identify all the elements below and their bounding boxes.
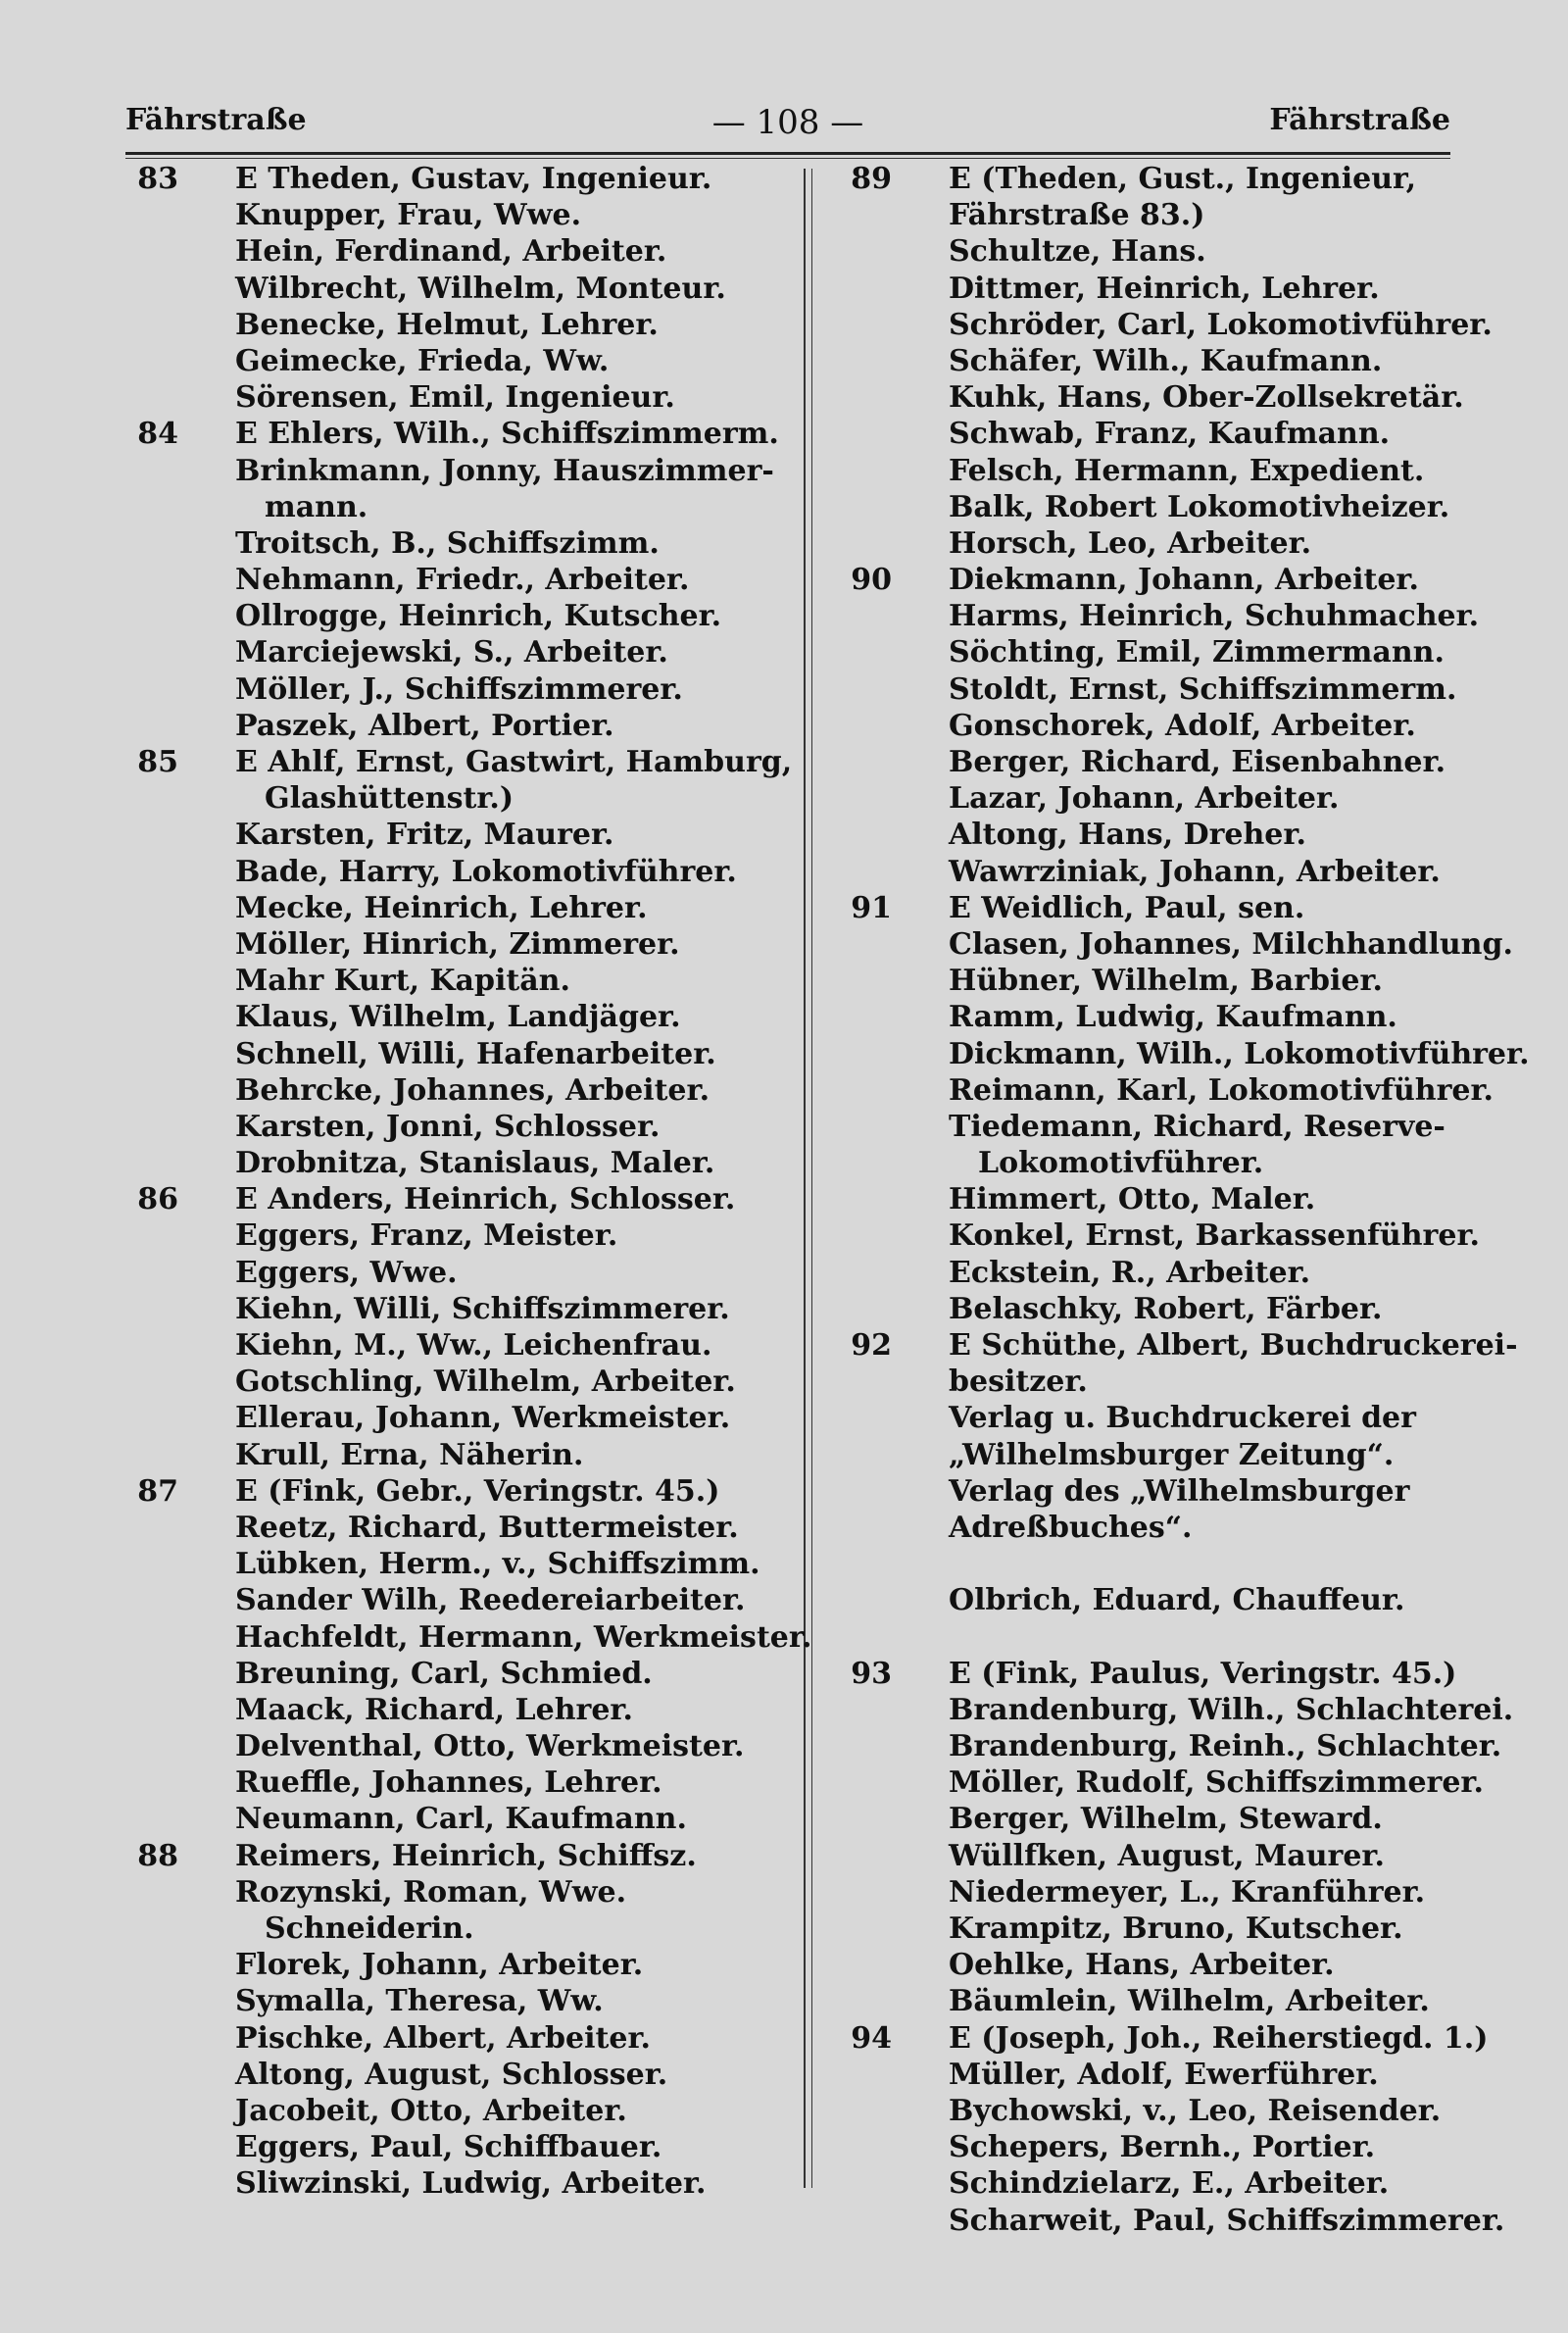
entry-text: Dittmer, Heinrich, Lehrer. [949, 271, 1380, 306]
entry-text: Hübner, Wilhelm, Barbier. [949, 964, 1383, 999]
entry-text: Fährstraße 83.) [949, 198, 1205, 233]
entry-text: Schultze, Hans. [949, 234, 1206, 270]
entry-text: Jacobeit, Otto, Arbeiter. [235, 2093, 627, 2128]
right-column [821, 161, 1530, 2239]
entry-text: Verlag des „Wilhelmsburger [949, 1473, 1410, 1509]
house-number: 91 [851, 890, 892, 925]
directory-entry [108, 1911, 784, 1947]
directory-entry [108, 999, 784, 1035]
directory-entry [821, 1291, 1458, 1327]
directory-entry [108, 1838, 784, 1874]
entry-text: Lokomotivführer. [978, 1146, 1264, 1181]
entry-text: Krampitz, Bruno, Kutscher. [949, 1911, 1403, 1946]
directory-entry [821, 1109, 1458, 1145]
directory-entry [108, 1181, 784, 1217]
directory-entry [821, 161, 1458, 197]
directory-entry [108, 926, 784, 963]
directory-entry [108, 271, 784, 307]
directory-entry [821, 197, 1458, 233]
entry-text: Symalla, Theresa, Ww. [235, 1984, 604, 2019]
entry-text: Dickmann, Wilh., Lokomotivführer. [949, 1036, 1530, 1071]
entry-text: Bade, Harry, Lokomotivführer. [235, 854, 737, 889]
house-number: 87 [137, 1473, 178, 1509]
directory-entry [108, 780, 784, 817]
house-number: 93 [851, 1656, 892, 1691]
entry-text: Pischke, Albert, Arbeiter. [235, 2020, 651, 2056]
directory-entry [821, 671, 1458, 708]
house-number: 86 [137, 1182, 178, 1217]
directory-entry [108, 2165, 784, 2202]
entry-text: Behrcke, Johannes, Arbeiter. [235, 1072, 710, 1108]
entry-text: Klaus, Wilhelm, Landjäger. [235, 1000, 681, 1035]
directory-entry [821, 963, 1458, 999]
entry-text: Troitsch, B., Schiffszimm. [235, 525, 660, 561]
directory-entry [108, 1036, 784, 1072]
directory-entry [108, 525, 784, 562]
house-number: 94 [851, 2020, 892, 2056]
directory-entry [108, 1619, 812, 1656]
entry-text: Olbrich, Eduard, Chauffeur. [949, 1583, 1405, 1618]
entry-text: Sander Wilh, Reedereiarbeiter. [235, 1583, 746, 1618]
entry-text: Knupper, Frau, Wwe. [235, 198, 582, 233]
directory-entry [108, 1764, 784, 1801]
entry-text: Lazar, Johann, Arbeiter. [949, 781, 1340, 817]
house-number: 83 [137, 162, 178, 196]
directory-entry [108, 233, 784, 270]
entry-text: Clasen, Johannes, Milchhandlung. [949, 926, 1513, 962]
entry-text: besitzer. [949, 1365, 1088, 1400]
directory-entry [821, 1473, 1458, 1510]
house-number: 85 [137, 745, 178, 779]
entry-text: Brandenburg, Reinh., Schlachter. [949, 1729, 1502, 1764]
entry-text: Krull, Erna, Näherin. [235, 1437, 584, 1472]
directory-entry [108, 2057, 784, 2093]
entry-text: E (Theden, Gust., Ingenieur, [949, 162, 1417, 196]
directory-entry [108, 2020, 784, 2057]
directory-entry [108, 1145, 784, 1181]
directory-entry [821, 2020, 1489, 2057]
directory-entry [108, 744, 793, 780]
entry-text: Möller, Hinrich, Zimmerer. [235, 926, 680, 962]
entry-text: Himmert, Otto, Maler. [949, 1182, 1316, 1217]
entry-text: Sörensen, Emil, Ingenieur. [235, 380, 675, 416]
directory-entry [821, 780, 1458, 817]
directory-entry [108, 963, 784, 999]
entry-text: Diekmann, Johann, Arbeiter. [949, 563, 1419, 598]
entry-text: E (Fink, Gebr., Veringstr. 45.) [235, 1473, 720, 1509]
entry-text: Reimers, Heinrich, Schiffsz. [235, 1838, 697, 1873]
directory-entry [108, 1983, 784, 2019]
entry-text: E Ehlers, Wilh., Schiffszimmerm. [235, 417, 779, 452]
directory-entry [821, 2129, 1458, 2165]
entry-text: Berger, Wilhelm, Steward. [949, 1802, 1383, 1837]
directory-entry [821, 1656, 1458, 1692]
entry-text: Altong, Hans, Dreher. [949, 818, 1306, 853]
entry-text: Hachfeldt, Hermann, Werkmeister. [235, 1619, 812, 1655]
header-rule-thin [125, 158, 1450, 159]
directory-entry [821, 2203, 1505, 2239]
header-rule [125, 152, 1450, 155]
entry-text: Balk, Robert Lokomotivheizer. [949, 489, 1450, 524]
entry-text: Eggers, Paul, Schiffbauer. [235, 2130, 662, 2165]
directory-entry [108, 854, 784, 890]
house-number: 92 [851, 1328, 892, 1363]
entry-text: Schäfer, Wilh., Kaufmann. [949, 343, 1383, 378]
directory-entry [821, 1582, 1458, 1618]
entry-text: Mecke, Heinrich, Lehrer. [235, 890, 648, 925]
directory-entry [108, 1400, 784, 1436]
entry-text: Schwab, Franz, Kaufmann. [949, 417, 1391, 452]
directory-entry [821, 233, 1458, 270]
directory-entry [821, 2165, 1458, 2202]
directory-entry [108, 343, 784, 379]
entry-text: Gotschling, Wilhelm, Arbeiter. [235, 1365, 736, 1400]
entry-text: Kiehn, M., Ww., Leichenfrau. [235, 1328, 712, 1363]
entry-text: Kuhk, Hans, Ober-Zollsekretär. [949, 380, 1464, 416]
entry-text: Glashüttenstr.) [265, 781, 514, 817]
directory-entry [821, 1327, 1518, 1364]
entry-text: Benecke, Helmut, Lehrer. [235, 307, 659, 342]
entry-text: Ramm, Ludwig, Kaufmann. [949, 1000, 1397, 1035]
house-number: 89 [851, 162, 892, 196]
directory-entry [108, 671, 784, 708]
directory-entry [821, 1255, 1458, 1291]
directory-entry [108, 1255, 784, 1291]
entry-text: E Anders, Heinrich, Schlosser. [235, 1182, 736, 1217]
directory-entry [821, 1947, 1458, 1983]
entry-text: Schindzielarz, E., Arbeiter. [949, 2166, 1390, 2202]
entry-text: Rozynski, Roman, Wwe. [235, 1874, 627, 1910]
directory-entry [821, 1072, 1494, 1109]
directory-entry [108, 416, 784, 452]
directory-entry [821, 271, 1458, 307]
directory-entry [821, 416, 1458, 452]
directory-entry [108, 1692, 784, 1728]
house-number: 90 [851, 563, 892, 598]
page-number: — 108 — [711, 103, 864, 142]
directory-entry [821, 1400, 1458, 1436]
entry-text: Eggers, Wwe. [235, 1255, 458, 1290]
column-divider [804, 169, 806, 2188]
entry-text: E Theden, Gustav, Ingenieur. [235, 162, 712, 196]
entry-text: Möller, J., Schiffszimmerer. [235, 671, 683, 707]
entry-text: Paszek, Albert, Portier. [235, 708, 614, 743]
directory-entry [108, 2093, 784, 2129]
entry-text: Neumann, Carl, Kaufmann. [235, 1802, 687, 1837]
directory-entry [821, 854, 1458, 890]
entry-text: Adreßbuches“. [949, 1510, 1193, 1545]
entry-text: Marciejewski, S., Arbeiter. [235, 635, 668, 670]
directory-entry [821, 1145, 1458, 1181]
directory-entry [108, 1656, 784, 1692]
directory-entry [108, 1072, 784, 1109]
directory-entry [821, 1728, 1502, 1764]
entry-text: Niedermeyer, L., Kranführer. [949, 1874, 1426, 1910]
directory-entry [108, 379, 784, 416]
entry-text: Hein, Ferdinand, Arbeiter. [235, 234, 667, 270]
entry-text: Reimann, Karl, Lokomotivführer. [949, 1072, 1494, 1108]
directory-entry [821, 1181, 1458, 1217]
entry-text: Schepers, Bernh., Portier. [949, 2130, 1376, 2165]
entry-text: E Weidlich, Paul, sen. [949, 890, 1305, 925]
directory-entry [821, 634, 1458, 670]
directory-entry [108, 708, 784, 744]
directory-entry [821, 890, 1458, 926]
entry-text: Delventhal, Otto, Werkmeister. [235, 1729, 745, 1764]
directory-entry [108, 562, 784, 598]
directory-entry [821, 817, 1458, 853]
directory-entry [821, 744, 1458, 780]
directory-entry [108, 2129, 784, 2165]
directory-entry [821, 999, 1458, 1035]
directory-entry [108, 1510, 784, 1546]
entry-text: Altong, August, Schlosser. [235, 2057, 668, 2092]
directory-entry [108, 1437, 784, 1473]
directory-entry [821, 343, 1458, 379]
entry-text: Brinkmann, Jonny, Hauszimmer- [235, 453, 774, 488]
entry-text: Schröder, Carl, Lokomotivführer. [949, 307, 1493, 342]
directory-entry [108, 453, 784, 489]
directory-entry [821, 489, 1458, 525]
directory-entry [821, 379, 1464, 416]
entry-text: Maack, Richard, Lehrer. [235, 1692, 633, 1727]
entry-text: Sliwzinski, Ludwig, Arbeiter. [235, 2166, 707, 2202]
entry-text: Konkel, Ernst, Barkassenführer. [949, 1218, 1480, 1254]
house-number: 88 [137, 1838, 178, 1873]
entry-text: Florek, Johann, Arbeiter. [235, 1948, 644, 1983]
entry-text: Mahr Kurt, Kapitän. [235, 964, 570, 999]
directory-entry [821, 2093, 1458, 2129]
directory-entry [821, 1764, 1484, 1801]
directory-entry [108, 1109, 784, 1145]
entry-text: Harms, Heinrich, Schuhmacher. [949, 599, 1480, 634]
directory-entry [821, 1911, 1458, 1947]
directory-entry [108, 307, 784, 343]
entry-text: Schneiderin. [265, 1911, 474, 1946]
entry-text: Karsten, Fritz, Maurer. [235, 818, 614, 853]
entry-text: Ollrogge, Heinrich, Kutscher. [235, 599, 722, 634]
entry-text: Wawrziniak, Johann, Arbeiter. [949, 854, 1441, 889]
entry-text: Bäumlein, Wilhelm, Arbeiter. [949, 1984, 1430, 2019]
entry-text: Oehlke, Hans, Arbeiter. [949, 1948, 1335, 1983]
directory-entry [108, 1874, 784, 1911]
entry-text: Schnell, Willi, Hafenarbeiter. [235, 1036, 716, 1071]
entry-text: Felsch, Hermann, Expedient. [949, 453, 1425, 488]
directory-entry [821, 1437, 1458, 1473]
directory-entry [108, 1582, 784, 1618]
entry-text: Breuning, Carl, Schmied. [235, 1656, 653, 1691]
entry-text: „Wilhelmsburger Zeitung“. [949, 1437, 1395, 1472]
directory-entry [821, 1546, 1458, 1582]
entry-text: Brandenburg, Wilh., Schlachterei. [949, 1692, 1514, 1727]
entry-text: E Schüthe, Albert, Buchdruckerei- [949, 1328, 1518, 1363]
entry-text: Ellerau, Johann, Werkmeister. [235, 1401, 731, 1436]
entry-text: Belaschky, Robert, Färber. [949, 1291, 1383, 1326]
entry-text: Eckstein, R., Arbeiter. [949, 1255, 1311, 1290]
entry-text: Scharweit, Paul, Schiffszimmerer. [949, 2203, 1505, 2238]
directory-entry [108, 1473, 784, 1510]
entry-text: Gonschorek, Adolf, Arbeiter. [949, 708, 1416, 743]
directory-entry [108, 1217, 784, 1254]
entry-text: Geimecke, Frieda, Ww. [235, 343, 610, 378]
directory-entry [821, 1510, 1458, 1546]
entry-text: Rueffle, Johannes, Lehrer. [235, 1765, 662, 1801]
directory-entry [108, 817, 784, 853]
entry-text: Nehmann, Friedr., Arbeiter. [235, 563, 690, 598]
entry-text: Verlag u. Buchdruckerei der [949, 1401, 1416, 1436]
directory-entry [821, 598, 1480, 634]
entry-text: Kiehn, Willi, Schiffszimmerer. [235, 1291, 730, 1326]
directory-entry [108, 1801, 784, 1837]
directory-entry [821, 1036, 1530, 1072]
directory-entry [821, 2057, 1458, 2093]
directory-entry [821, 1692, 1514, 1728]
directory-entry [821, 307, 1493, 343]
directory-entry [821, 708, 1458, 744]
entry-text: Berger, Richard, Eisenbahner. [949, 745, 1446, 779]
directory-entry [821, 926, 1513, 963]
directory-entry [108, 489, 784, 525]
entry-text: E (Fink, Paulus, Veringstr. 45.) [949, 1656, 1457, 1691]
column-divider-thin [811, 169, 812, 2188]
entry-text: E (Joseph, Joh., Reiherstiegd. 1.) [949, 2020, 1489, 2056]
house-number: 84 [137, 417, 178, 452]
directory-entry [108, 1364, 784, 1400]
directory-entry [108, 598, 784, 634]
entry-text: Tiedemann, Richard, Reserve- [949, 1109, 1446, 1144]
entry-text: Lübken, Herm., v., Schiffszimm. [235, 1547, 760, 1582]
directory-entry [821, 1874, 1458, 1911]
entry-text: E Ahlf, Ernst, Gastwirt, Hamburg, [235, 745, 793, 779]
page-header [125, 103, 1450, 152]
directory-entry [108, 634, 784, 670]
directory-entry [108, 1546, 784, 1582]
entry-text: Bychowski, v., Leo, Reisender. [949, 2093, 1442, 2128]
directory-entry [108, 1947, 784, 1983]
entry-text: Stoldt, Ernst, Schiffszimmerm. [949, 671, 1457, 707]
entry-text: Möller, Rudolf, Schiffszimmerer. [949, 1765, 1484, 1801]
directory-entry [108, 1728, 784, 1764]
directory-entry [108, 890, 784, 926]
directory-entry [821, 1801, 1458, 1837]
directory-entry [821, 1364, 1458, 1400]
entry-text: Karsten, Jonni, Schlosser. [235, 1109, 661, 1144]
entry-text: Müller, Adolf, Ewerführer. [949, 2057, 1379, 2092]
entry-text: Horsch, Leo, Arbeiter. [949, 525, 1312, 561]
running-head-left: Fährstraße [125, 103, 307, 137]
directory-entry [821, 1983, 1458, 2019]
left-column [108, 161, 812, 2203]
entry-text: mann. [265, 489, 368, 524]
entry-text: Eggers, Franz, Meister. [235, 1218, 618, 1254]
entry-text: Wilbrecht, Wilhelm, Monteur. [235, 271, 726, 306]
running-head-right: Fährstraße [1269, 103, 1450, 137]
directory-entry [821, 1838, 1458, 1874]
directory-entry [108, 161, 784, 197]
directory-entry [108, 1291, 784, 1327]
directory-entry [821, 1619, 1458, 1656]
directory-entry [821, 453, 1458, 489]
entry-text: Wüllfken, August, Maurer. [949, 1838, 1385, 1873]
directory-entry [821, 525, 1458, 562]
entry-text: Reetz, Richard, Buttermeister. [235, 1510, 739, 1545]
directory-entry [821, 562, 1458, 598]
directory-entry [108, 197, 784, 233]
entry-text: Drobnitza, Stanislaus, Maler. [235, 1146, 715, 1181]
entry-text: Söchting, Emil, Zimmermann. [949, 635, 1445, 670]
directory-entry [821, 1217, 1480, 1254]
directory-entry [108, 1327, 784, 1364]
